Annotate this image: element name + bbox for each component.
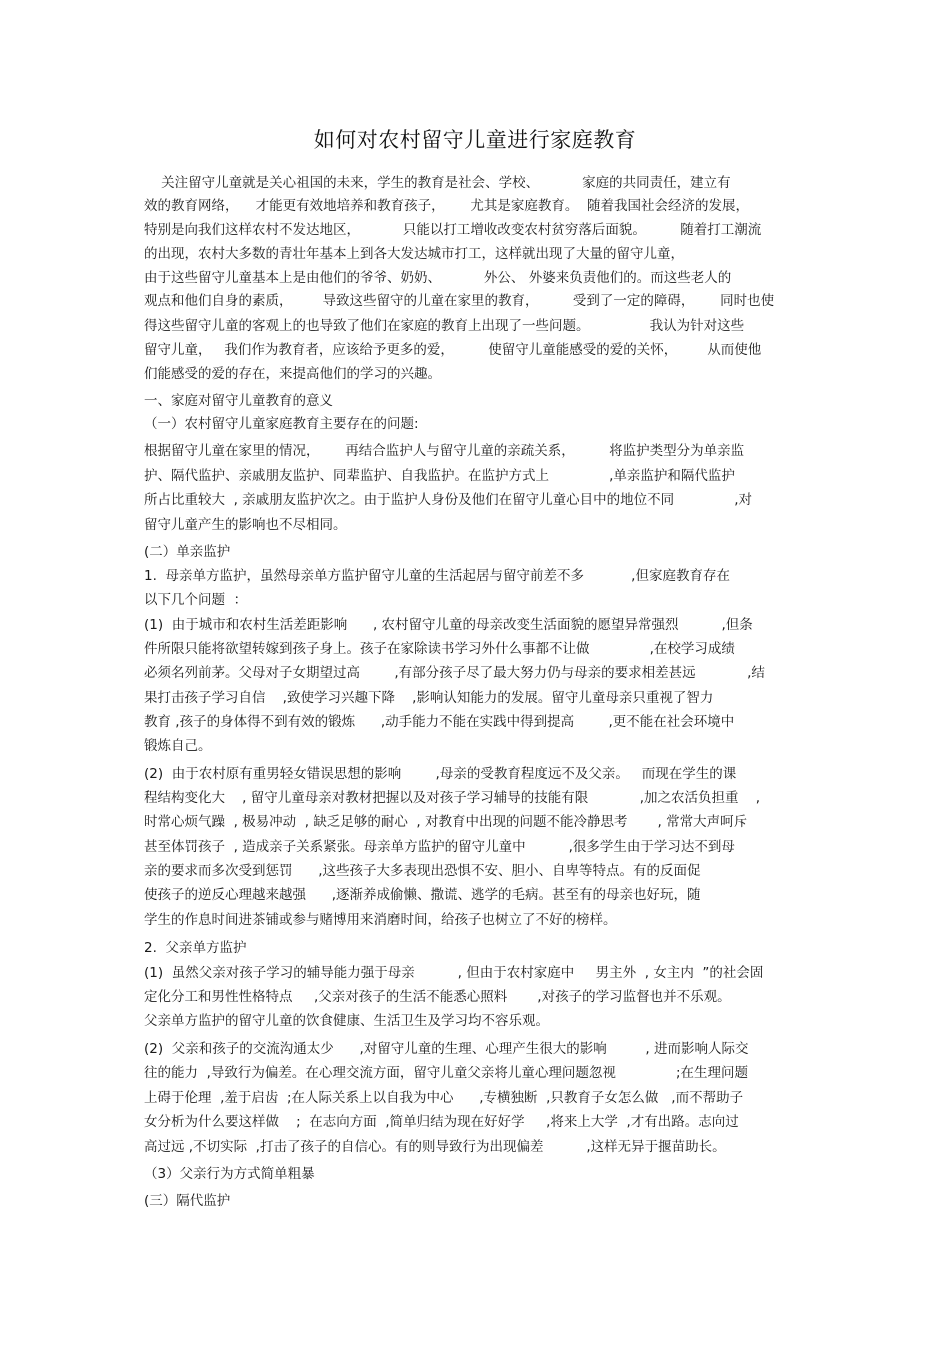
text-line: 留守儿童产生的影响也不尽相同。 bbox=[144, 517, 347, 533]
text-line: 得这些留守儿童的客观上的也导致了他们在家庭的教育上出现了一些问题。 我认为针对这些 bbox=[144, 318, 745, 334]
text-line: (1) 虽然父亲对孩子学习的辅导能力强于母亲 , 但由于农村家庭中 男主外 , 女主内 ”的社会固 bbox=[144, 965, 764, 981]
text-line: (1) 由于城市和农村生活差距影响 , 农村留守儿童的母亲改变生活面貌的愿望异常强烈 ,但条 bbox=[144, 617, 753, 633]
text-line: （3）父亲行为方式简单粗暴 bbox=[144, 1166, 315, 1182]
text-line: 的出现，农村大多数的青壮年基本上到各大发达城市打工，这样就出现了大量的留守儿童， bbox=[144, 246, 684, 262]
text-line: 关注留守儿童就是关心祖国的未来，学生的教育是社会、学校、 家庭的共同责任，建立有 bbox=[144, 175, 731, 191]
text-line: 根据留守儿童在家里的情况， 再结合监护人与留守儿童的亲疏关系， 将监护类型分为单亲监 bbox=[144, 443, 745, 459]
text-line: 上碍于伦理 ,羞于启齿 ;在人际关系上以自我为中心 ,专横独断 ,只教育子女怎么做 ,而不帮助子 bbox=[144, 1090, 744, 1106]
text-line: 必须名列前茅。父母对子女期望过高 ,有部分孩子尽了最大努力仍与母亲的要求相差甚远 ,结 bbox=[144, 665, 765, 681]
text-line: 们能感受的爱的存在，来提高他们的学习的兴趣。 bbox=[144, 366, 441, 382]
text-line: 留守儿童， 我们作为教育者，应该给予更多的爱， 使留守儿童能感受的爱的关怀， 从而使他 bbox=[144, 342, 762, 358]
text-line: 所占比重较大 , 亲戚朋友监护次之。由于监护人身份及他们在留守儿童心目中的地位不同 ,对 bbox=[144, 492, 753, 508]
text-line: 一、家庭对留守儿童教育的意义 bbox=[144, 393, 333, 409]
text-line: (三）隔代监护 bbox=[144, 1193, 231, 1209]
text-line: 定化分工和男性性格特点 ,父亲对孩子的生活不能悉心照料 ,对孩子的学习监督也并不乐观。 bbox=[144, 989, 731, 1005]
text-line: 学生的作息时间进茶铺或参与赌博用来消磨时间，给孩子也树立了不好的榜样。 bbox=[144, 912, 617, 928]
text-line: 程结构变化大 , 留守儿童母亲对教材把握以及对孩子学习辅导的技能有限 ,加之农活负担重 , bbox=[144, 790, 760, 806]
text-line: 果打击孩子学习自信 ,致使学习兴趣下降 ,影响认知能力的发展。留守儿童母亲只重视了智力 bbox=[144, 690, 714, 706]
text-line: 件所限只能将欲望转嫁到孩子身上。孩子在家除读书学习外什么事都不让做 ,在校学习成绩 bbox=[144, 641, 735, 657]
text-line: 时常心烦气躁 , 极易冲动 , 缺乏足够的耐心 , 对教育中出现的问题不能冷静思考 , 常常大声呵斥 bbox=[144, 814, 748, 830]
text-line: 父亲单方监护的留守儿童的饮食健康、生活卫生及学习均不容乐观。 bbox=[144, 1013, 549, 1029]
text-line: 2. 父亲单方监护 bbox=[144, 940, 247, 956]
text-line: 女分析为什么要这样做 ; 在志向方面 ,简单归结为现在好好学 ,将来上大学 ,才有出路。志向过 bbox=[144, 1114, 739, 1130]
text-line: 锻炼自己。 bbox=[144, 738, 212, 754]
text-line: 教育 ,孩子的身体得不到有效的锻炼 ,动手能力不能在实践中得到提高 ,更不能在社会环境中 bbox=[144, 714, 735, 730]
text-line: 效的教育网络， 才能更有效地培养和教育孩子， 尤其是家庭教育。 随着我国社会经济的发展， bbox=[144, 198, 749, 214]
text-line: 亲的要求而多次受到惩罚 ,这些孩子大多表现出恐惧不安、胆小、自卑等特点。有的反面促 bbox=[144, 863, 701, 879]
text-line: 护、隔代监护、亲戚朋友监护、同辈监护、自我监护。在监护方式上 ,单亲监护和隔代监护 bbox=[144, 468, 735, 484]
text-line: (2) 父亲和孩子的交流沟通太少 ,对留守儿童的生理、心理产生很大的影响 , 进而影响人际交 bbox=[144, 1041, 749, 1057]
text-line: 使孩子的逆反心理越来越强 ,逐渐养成偷懒、撒谎、逃学的毛病。甚至有的母亲也好玩，随 bbox=[144, 887, 701, 903]
text-line: 甚至体罚孩子 , 造成亲子关系紧张。母亲单方监护的留守儿童中 ,很多学生由于学习达不到母 bbox=[144, 839, 735, 855]
text-line: （一）农村留守儿童家庭教育主要存在的问题: bbox=[144, 416, 419, 432]
text-line: 以下几个问题 ： bbox=[144, 592, 248, 608]
text-line: (二）单亲监护 bbox=[144, 544, 231, 560]
text-line: 往的能力 ,导致行为偏差。在心理交流方面，留守儿童父亲将儿童心理问题忽视 ;在生理问题 bbox=[144, 1065, 748, 1081]
text-line: 观点和他们自身的素质， 导致这些留守的儿童在家里的教育， 受到了一定的障碍， 同时也使 bbox=[144, 293, 775, 309]
text-line: 特别是向我们这样农村不发达地区， 只能以打工增收改变农村贫穷落后面貌。 随着打工潮流 bbox=[144, 222, 762, 238]
text-line: 高过远 ,不切实际 ,打击了孩子的自信心。有的则导致行为出现偏差 ,这样无异于揠苗助长。 bbox=[144, 1139, 726, 1155]
text-line: 由于这些留守儿童基本上是由他们的爷爷、奶奶、 外公、 外婆来负责他们的。而这些老人的 bbox=[144, 270, 732, 286]
text-line: 1. 母亲单方监护，虽然母亲单方监护留守儿童的生活起居与留守前差不多 ,但家庭教育存在 bbox=[144, 568, 730, 584]
document-title: 如何对农村留守儿童进行家庭教育 bbox=[313, 128, 637, 152]
text-line: (2) 由于农村原有重男轻女错误思想的影响 ,母亲的受教育程度远不及父亲。 而现在学生的课 bbox=[144, 766, 737, 782]
